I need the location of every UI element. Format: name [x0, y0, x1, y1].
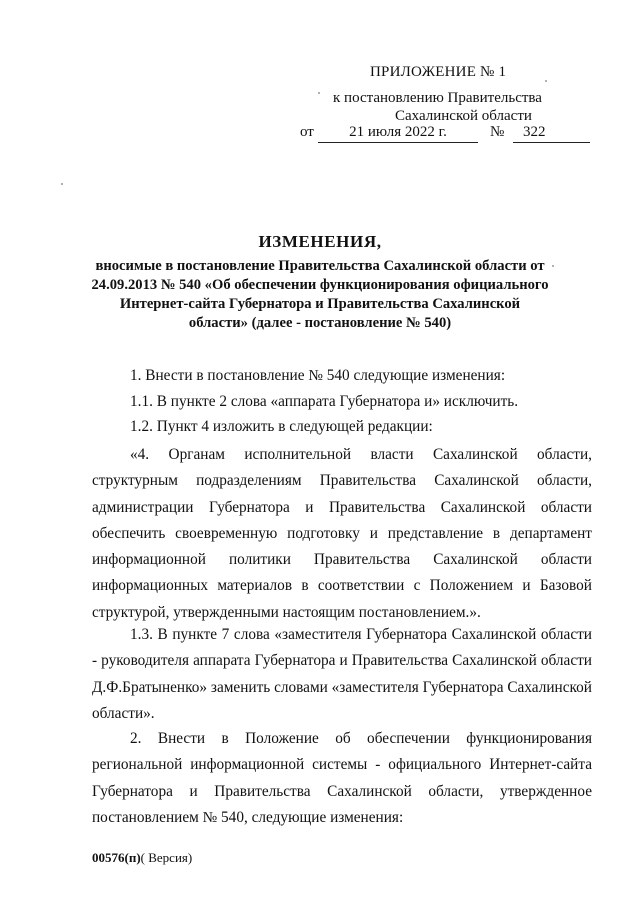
footer	[92, 850, 192, 866]
appendix-reference-line1: к постановлению Правительства	[333, 90, 542, 106]
document-code: 00576(п)	[92, 850, 141, 865]
from-label: от	[300, 124, 314, 140]
number-label: №	[490, 124, 505, 140]
document-version: ( Версия)	[140, 850, 193, 865]
scan-speck	[545, 80, 547, 82]
resolution-date: 21 июля 2022 г.	[318, 124, 478, 143]
paragraph-1-3: 1.3. В пункте 7 слова «заместителя Губернатора Сахалинской области - руководителя аппарата Губернатора и Правительства Сахалинской области Д.Ф.Братыненко» заменить словами «заместителя Губернатора Сахалинской области».	[92, 626, 592, 722]
paragraph-2: 2. Внести в Положение об обеспечении функционирования региональной информационной системы - официального Интернет-сайта Губернатора и Правительства Сахалинской области, утвержденное постановлением № 540, следующие изменения:	[92, 730, 592, 826]
paragraph-1-2: 1.2. Пункт 4 изложить в следующей редакции:	[130, 418, 433, 435]
scan-speck	[61, 183, 63, 185]
resolution-date-number-row	[300, 122, 590, 142]
paragraph-4-quote: «4. Органам исполнительной власти Сахалинской области, структурным подразделениям Правительства Сахалинской области, администрации Губернатора и Правительства Сахалинской области обеспечить своевременную подготовку и представление в департамент информационной политики Правительства Сахалинской области информационных материалов в соответствии с Положением и Базовой структурой, утвержденными настоящим постановлением.».	[92, 446, 592, 621]
changes-subtitle: вносимые в постановление Правительства Сахалинской области от 24.09.2013 № 540 «Об обеспечении функционирования официального Интернет-сайта Губернатора и Правительства Сахалинской области» (далее - постановление № 540)	[91, 258, 549, 331]
changes-heading: ИЗМЕНЕНИЯ,	[258, 232, 382, 251]
paragraph-1-1: 1.1. В пункте 2 слова «аппарата Губернатора и» исключить.	[130, 393, 519, 410]
paragraph-1: 1. Внести в постановление № 540 следующие изменения:	[130, 367, 506, 384]
scan-speck	[552, 265, 554, 267]
scan-speck	[318, 92, 320, 94]
appendix-title: ПРИЛОЖЕНИЕ № 1	[370, 64, 507, 80]
appendix-reference-line2: Сахалинской области	[395, 108, 532, 124]
resolution-number: 322	[513, 124, 590, 143]
